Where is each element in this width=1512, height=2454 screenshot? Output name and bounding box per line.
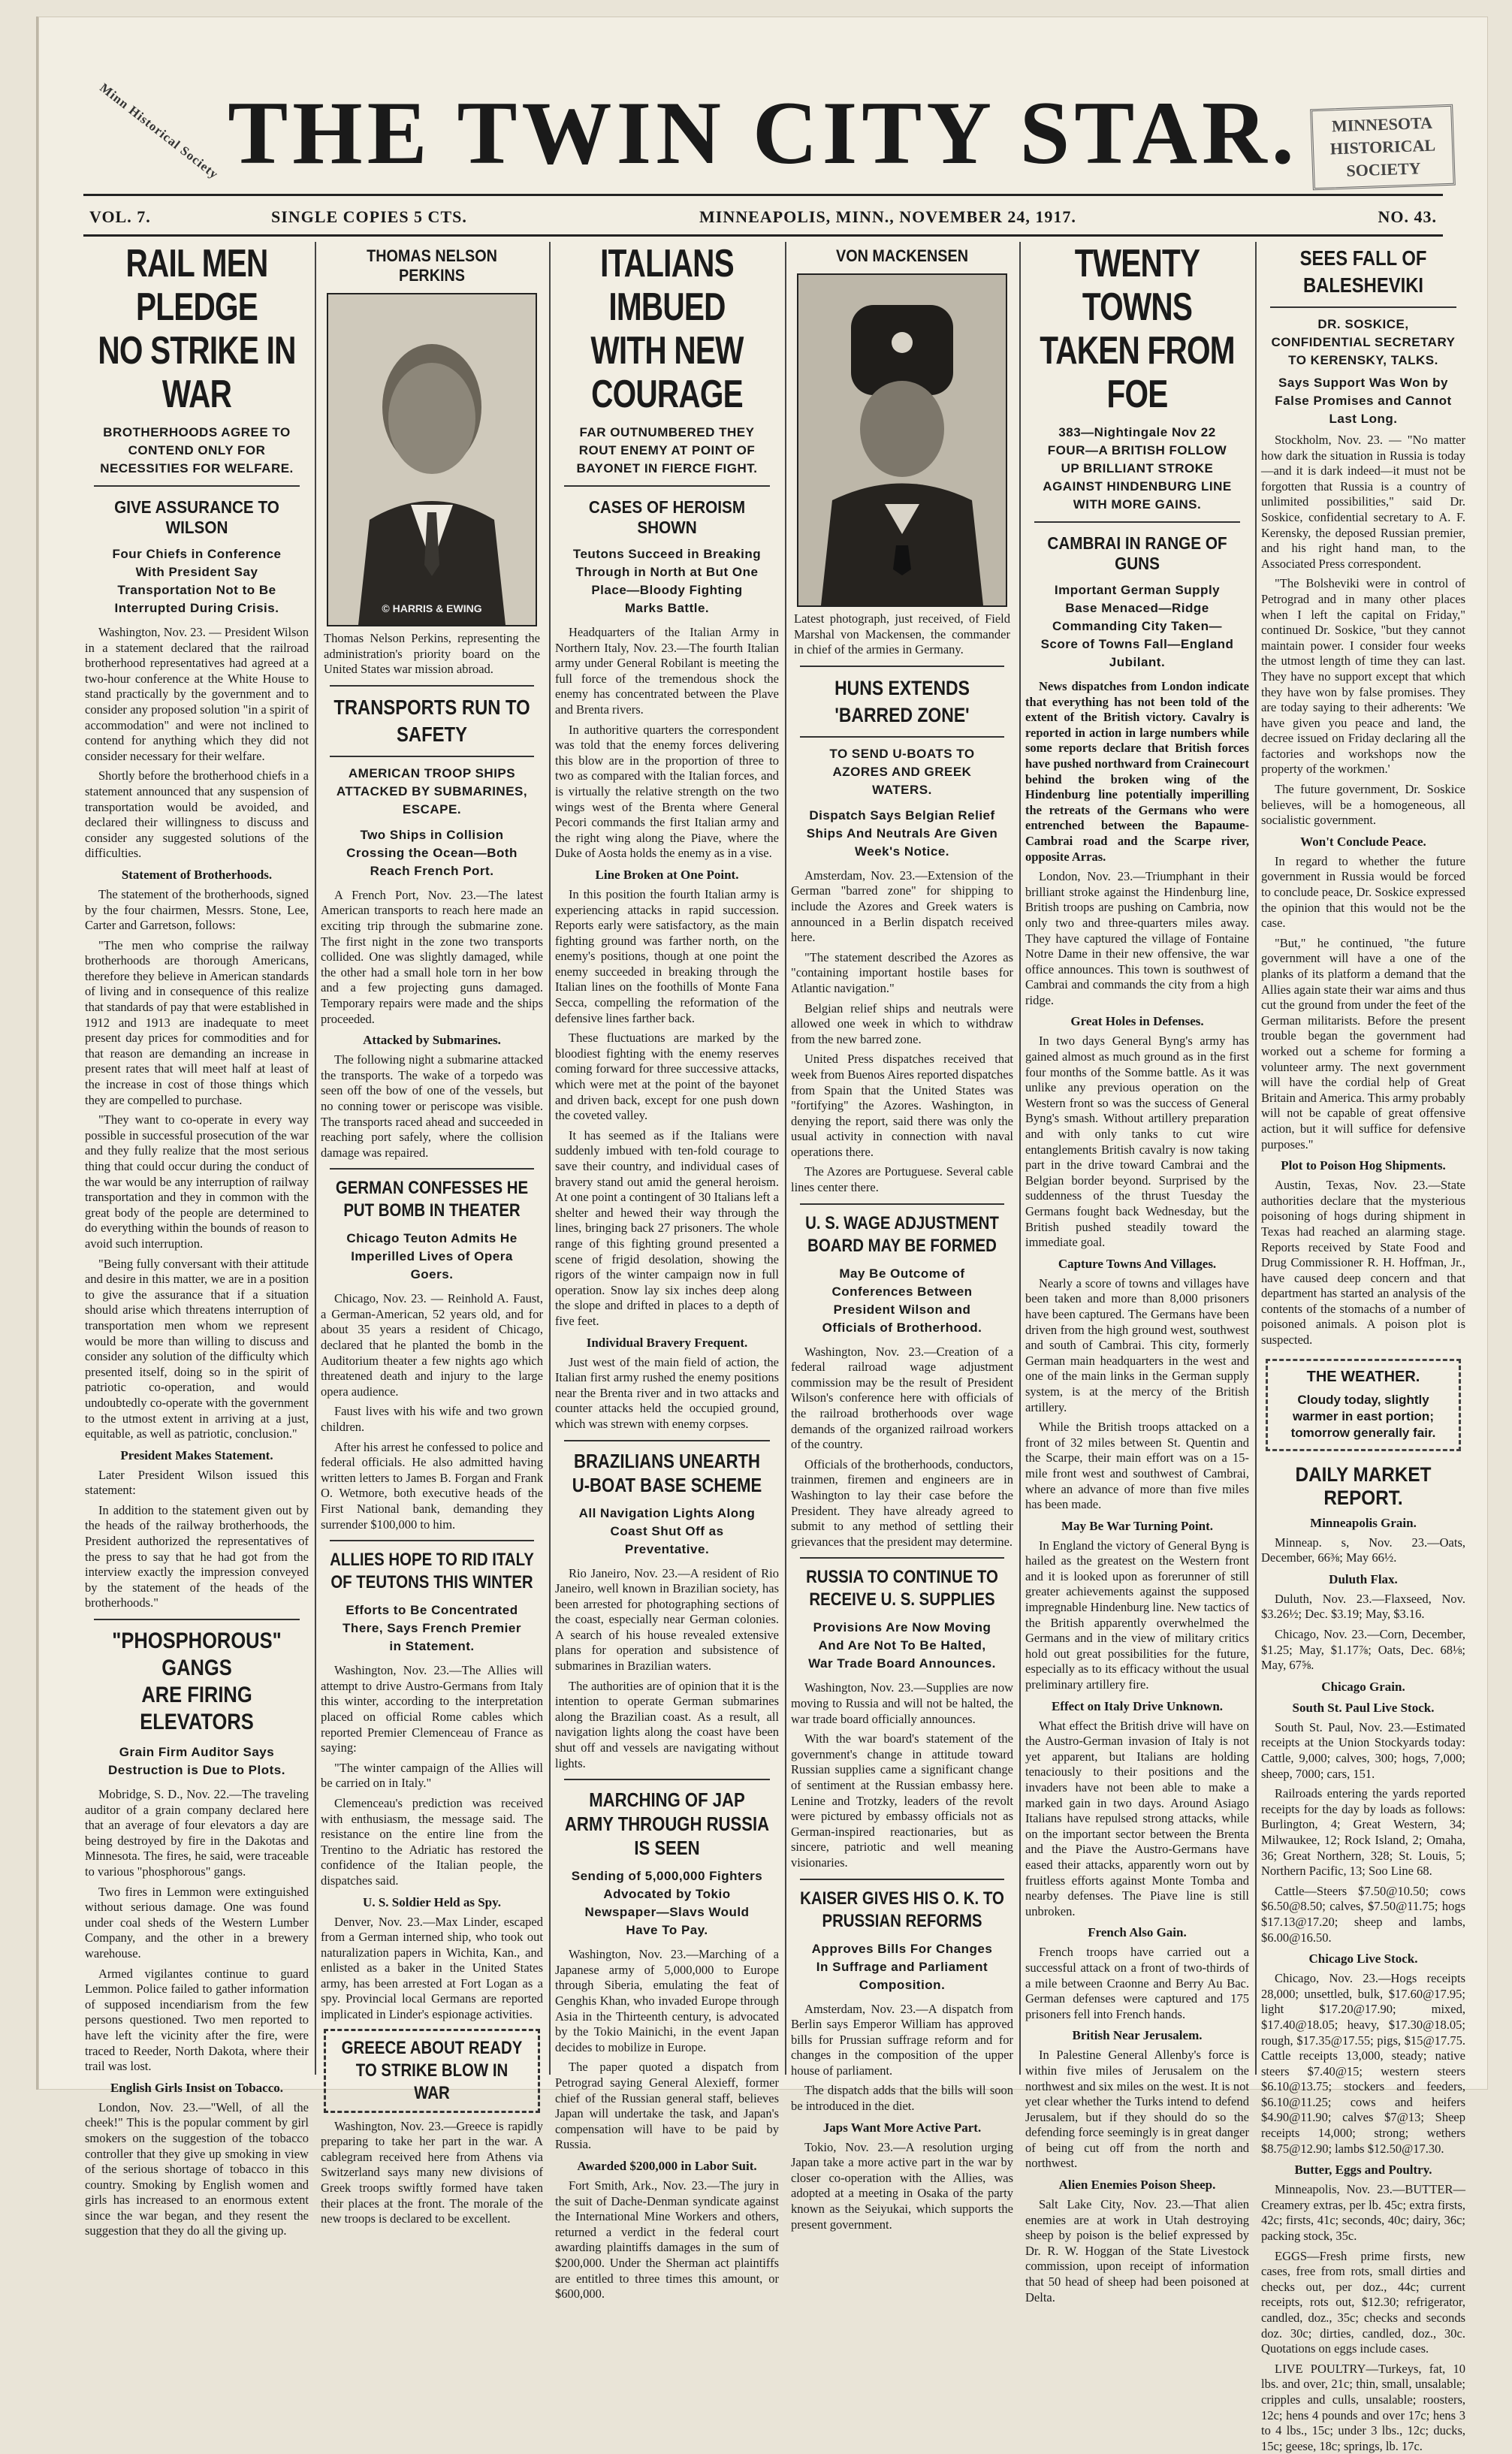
deck: Sending of 5,000,000 Fighters Advocated by Tokio Newspaper—Slavs Would Have To Pay.	[571, 1869, 763, 1938]
separator	[564, 485, 770, 487]
paragraph: The paper quoted a dispatch from Petrograd saying General Alexieff, former chief of the Russian general staff, believes Japan will undertake the task, and Japan's compensation will have to be paid by Russia.	[555, 2060, 779, 2152]
crosshead: May Be War Turning Point.	[1061, 1518, 1213, 1533]
volume: VOL. 7.	[89, 207, 151, 226]
paragraph: "The men who comprise the railway brotherhoods are thorough Americans, therefore they believe in American standards of living and in consequence of this realize that standards of pay that were established in 1912 and 1913 are inadequate to meet present day prices for commodities and for that reason are demanding an increase in present rates that will meet half at least of the increase in cost of those things which they are compelled to purchase.	[85, 937, 309, 1107]
paragraph: "The statement described the Azores as "containing important hostile bases for Atlantic navigation."	[791, 949, 1013, 995]
market-text: Cattle—Steers $7.50@10.50; cows $6.50@8.50; calves, $7.50@11.75; hogs $17.13@17.20; sheep and lambs, $6.00@16.50.	[1261, 1883, 1465, 1945]
separator	[1034, 521, 1240, 523]
newspaper-page	[36, 17, 1488, 2453]
crosshead: Alien Enemies Poison Sheep.	[1058, 2178, 1216, 2193]
subheadline: CAMBRAI IN RANGE OF GUNS	[1047, 533, 1227, 573]
paragraph: These fluctuations are marked by the bloodiest fighting with the enemy reserves coming forward for three successive attacks, which were met at the point of the bayonet and driven back, except for one push down the coveted valley.	[555, 1031, 779, 1123]
paragraph: Austin, Texas, Nov. 23.—State authorities declare that the mysterious poisoning of hogs during shipment in Texas had reached an alarming stage. Reports received by State Food and Drug Commissioner R. H. Hoffman, Jr., have caused deep concern and that department has started an analysis of the contents of the stomachs of a number of poisoned animals. A poison plot is suspected.	[1261, 1178, 1465, 1348]
column-6	[1261, 242, 1465, 2453]
photo-caption: Latest photograph, just received, of Field Marshal von Mackensen, the commander in chief of the armies in Germany.	[794, 611, 1010, 657]
separator	[800, 1557, 1004, 1559]
deck: Dispatch Says Belgian Relief Ships And Neutrals Are Given Week's Notice.	[806, 807, 998, 859]
headline-rail-men	[92, 242, 301, 416]
deck: Four Chiefs in Conference With President Say Transportation Not to Be Interrupted During Crisis.	[112, 547, 282, 615]
column-rule	[785, 242, 786, 2075]
paragraph: Washington, Nov. 23.—Marching of a Japanese army of 5,000,000 to Europe through Siberia, emulating the feat of Genghis Khan, who invaded Europe through Asia in the Thirteenth century, is advocated by the Tokio Mainichi, in the event Japan decides to mobilize in Europe.	[555, 1947, 779, 2054]
market-text: Duluth, Nov. 23.—Flaxseed, Nov. $3.26½; Dec. $3.19; May, $3.16.	[1261, 1591, 1465, 1622]
deck: Two Ships in Collision Crossing the Ocean—Both Reach French Port.	[346, 827, 518, 878]
greece-headline-box	[324, 2029, 540, 2113]
paragraph: In England the victory of General Byng is hailed as the greatest on the Western front and it is looked upon as forerunner of still greater achievements against the supposed impregnable Hindenburg line. New tactics of the British apparently overwhelmed the Germans and in the view of military critics hold out great possibilities for the future, especially as to its efficacy without the usual preliminary artillery fire.	[1025, 1538, 1249, 1692]
crosshead: Japs Want More Active Part.	[822, 2120, 982, 2135]
paragraph: The future government, Dr. Soskice believes, will be a homogeneous, all socialistic government.	[1261, 782, 1465, 828]
market-text: LIVE POULTRY—Turkeys, fat, 10 lbs. and over, 21c; thin, small, unsalable; cripples and culls, unsalable; roosters, 12c; hens 4 pounds and over 17c; hens 3 to 4 lbs., 15c; under 3 lbs., 12c; ducks, 15c; geese, 18c; springs, lb. 17c.	[1261, 2361, 1465, 2453]
portrait-photo	[328, 294, 536, 625]
paragraph: After his arrest he confessed to police and federal officials. He also admitted having written letters to James B. Forgan and Frank O. Wetmore, both executive heads of the First National bank, demanding they surrender $100,000 to him.	[321, 1439, 543, 1532]
deck: 383—Nightingale Nov 22 FOUR—A BRITISH FOLLOW UP BRILLIANT STROKE AGAINST HINDENBURG LINE WITH MORE GAINS.	[1043, 425, 1232, 512]
price: SINGLE COPIES 5 CTS.	[271, 207, 467, 226]
separator	[94, 1619, 300, 1620]
paragraph: French troops have carried out a successful attack on a front of two-thirds of a mile between Craonne and Berry Au Bac. German defenses were captured and 175 prisoners fell into French hands.	[1025, 1945, 1249, 2021]
paragraph: With the war board's statement of the government's change in attitude toward Russian supplies came a significant change of sentiment at the Russian embassy here. Lenine and Trotzky, leaders of the revolt were pictured by embassy officials not as German-inspired reactionaries, but as sincere, patriotic and well meaning visionaries.	[791, 1731, 1013, 1870]
subheadline: CASES OF HEROISM SHOWN	[588, 497, 746, 537]
headline-allies-italy: ALLIES HOPE TO RID ITALY OF TEUTONS THIS WINTER	[330, 1550, 534, 1593]
market-section-head: Butter, Eggs and Poultry.	[1294, 2163, 1432, 2178]
stamp-line-1: MINNESOTA	[1331, 113, 1433, 136]
crosshead: Individual Bravery Frequent.	[586, 1335, 748, 1350]
paragraph: The authorities are of opinion that it is the intention to operate German submarines along the Brazilian coast. As a result, all navigation lights along the coast have been shut off and vessels are navigating without lights.	[555, 1678, 779, 1770]
deck: FAR OUTNUMBERED THEY ROUT ENEMY AT POINT OF BAYONET IN FIERCE FIGHT.	[576, 425, 758, 475]
headline-jap-army: MARCHING OF JAP ARMY THROUGH RUSSIA IS SEEN	[564, 1788, 770, 1860]
paragraph: In Palestine General Allenby's force is within five miles of Jerusalem on the northwest and six miles on the west. It is not yet clear whether the Turks intend to defend Jerusalem, but if they should do so the defending force seemingly is in great danger of being cut off from the north and northwest.	[1025, 2048, 1249, 2171]
column-5	[1025, 242, 1249, 2305]
paragraph: "The winter campaign of the Allies will be carried on in Italy."	[321, 1760, 543, 1791]
crosshead: President Makes Statement.	[120, 1447, 273, 1462]
photo-caption: Thomas Nelson Perkins, representing the administration's priority board on the United States war mission abroad.	[324, 631, 540, 677]
paragraph: What effect the British drive will have on the Austro-German invasion of Italy is not yet apparent, but Italians are holding tenaciously to their positions and the invaders have not been able to make a marked gain in two days. Around Asiago Italians have repulsed strong attacks, while on the important sector between the Brenta and the Piave the Austro-Germans have eased their attacks, apparently worn out by fruitless efforts against Monte Tomba and nearby defenses. The Piave line is still unbroken.	[1025, 1718, 1249, 1918]
headline-line-2: ARE FIRING ELEVATORS	[140, 1683, 254, 1735]
paragraph: Salt Lake City, Nov. 23.—That alien enemies are at work in Utah destroying sheep by poison is the belief expressed by Dr. R. W. Hoggan of the State Livestock commission, upon receipt of information that 50 head of sheep had been poisoned at Delta.	[1025, 2197, 1249, 2305]
place-date: MINNEAPOLIS, MINN., NOVEMBER 24, 1917.	[699, 207, 1076, 226]
deck: Provisions Are Now Moving And Are Not To Be Halted, War Trade Board Announces.	[808, 1620, 996, 1671]
separator	[564, 1779, 770, 1780]
deck: Chicago Teuton Admits He Imperilled Lives of Opera Goers.	[346, 1231, 518, 1282]
paragraph: In this position the fourth Italian army is experiencing attacks in rapid succession. Reports early were satisfactory, as the main fighting ground was farther north, on the enemy's positions, though at one point the enemy succeeded in breaking through the Italian lines on the foothills of Monte Fana Secca, compelling the reformation of the defensive lines farther back.	[555, 886, 779, 1025]
column-rule	[549, 242, 551, 2075]
headline-transports: TRANSPORTS RUN TO SAFETY	[333, 695, 530, 746]
paragraph: Washington, Nov. 23.—Greece is rapidly preparing to take her part in the war. A cablegram received here from Athens via Switzerland says many new divisions of Greek troops swiftly formed have taken their places at the front. The morale of the new troops is declared to be excellent.	[321, 2118, 543, 2226]
market-text: Minneap. s, Nov. 23.—Oats, December, 66⅜; May 66½.	[1261, 1535, 1465, 1565]
crosshead: Attacked by Submarines.	[363, 1033, 501, 1048]
headline-phosphorous	[94, 1628, 300, 1736]
paragraph: Chicago, Nov. 23. — Reinhold A. Faust, a German-American, 52 years old, and for about 35 years a resident of Chicago, declared that he planted the bomb in the Auditorium theater a few nights ago which threatened death and injury to the large opera audience.	[321, 1291, 543, 1399]
paragraph: Mobridge, S. D., Nov. 22.—The traveling auditor of a grain company declared here that an average of four elevators a day are being destroyed by fire in the Dakotas and Minnesota. The fires, he said, were traceable to various "phosphorous" gangs.	[85, 1787, 309, 1879]
market-text: Chicago, Nov. 23.—Corn, December, $1.25; May, $1.17⅞; Oats, Dec. 68⅛; May, 67⅝.	[1261, 1627, 1465, 1673]
deck: AMERICAN TROOP SHIPS ATTACKED BY SUBMARINES, ESCAPE.	[336, 765, 528, 816]
paragraph: Washington, Nov. 23.—Supplies are now moving to Russia and will not be halted, the war trade board officially announces.	[791, 1680, 1013, 1726]
paragraph: Fort Smith, Ark., Nov. 23.—The jury in the suit of Dache-Denman syndicate against the International Mine Workers and others, returned a verdict in the federal court awarding plaintiffs damages in the sum of $200,000. Under the Sherman act plaintiffs are entitled to three times this amount, or $600,000.	[555, 2178, 779, 2302]
paragraph: The Azores are Portuguese. Several cable lines center there.	[791, 1164, 1013, 1195]
crosshead: British Near Jerusalem.	[1072, 2028, 1203, 2043]
separator	[330, 685, 534, 687]
separator	[800, 666, 1004, 667]
paragraph: The statement of the brotherhoods, signed by the four chairmen, Messrs. Stone, Lee, Carter and Garretson, follows:	[85, 886, 309, 933]
stamp-line-2: HISTORICAL	[1329, 135, 1436, 158]
deck: Teutons Succeed in Breaking Through in North at But One Place—Bloody Fighting Marks Battle.	[572, 547, 762, 615]
paragraph: Denver, Nov. 23.—Max Linder, escaped from a German interned ship, who took out naturalization papers in Wichita, Kan., and enlisted as a baker in the United States army, has been arrested at Fort Logan as a spy. Provincial local Germans are reported implicated in Linder's espionage activities.	[321, 1914, 543, 2022]
paragraph: "They want to co-operate in every way possible in successful prosecution of the war and they fully realize that the most serious thing that could occur during the conduct of the war would be any interruption of railway transportation and they in common with the great body of the people are determined to do everything within the bounds of reason to avoid such interruption.	[85, 1112, 309, 1251]
headline-line-2: TAKEN FROM FOE	[1040, 329, 1235, 416]
paragraph: Nearly a score of towns and villages have been taken and more than 8,000 prisoners have been captured. The Germans have been driven from the high ground west, southwest and south of Cambrai. This city, formerly German main headquarters in the west and one of the main links in the German supply system, is at the mercy of the British artillery.	[1025, 1275, 1249, 1414]
crosshead: Plot to Poison Hog Shipments.	[1281, 1158, 1446, 1173]
column-1	[85, 242, 309, 2238]
headline-kaiser: KAISER GIVES HIS O. K. TO PRUSSIAN REFORMS	[800, 1888, 1004, 1931]
market-section-head: Chicago Grain.	[1321, 1679, 1405, 1694]
separator	[564, 1440, 770, 1441]
masthead-rule-bottom	[83, 234, 1443, 237]
paragraph: Washington, Nov. 23.—Creation of a federal railroad wage adjustment commission may be the result of President Wilson's conference here with officials of the railroad brotherhoods over wage demands of the organized railroad workers of the country.	[791, 1344, 1013, 1452]
crosshead: Awarded $200,000 in Labor Suit.	[577, 2158, 757, 2173]
perkins-portrait	[327, 293, 537, 626]
crosshead: Capture Towns And Villages.	[1058, 1256, 1217, 1271]
masthead: THE TWIN CITY STAR.	[228, 83, 1299, 183]
photo-label: THOMAS NELSON PERKINS	[367, 246, 497, 285]
photo-label: VON MACKENSEN	[835, 246, 969, 265]
column-4	[791, 242, 1013, 2232]
masthead-rule-top	[83, 194, 1443, 196]
headline-greece: GREECE ABOUT READY TO STRIKE BLOW IN WAR	[341, 2037, 523, 2103]
headline-bomb-theater: GERMAN CONFESSES HE PUT BOMB IN THEATER	[335, 1178, 529, 1221]
headline-barred-zone: HUNS EXTENDS 'BARRED ZONE'	[834, 676, 970, 726]
market-report-title: DAILY MARKET REPORT.	[1295, 1462, 1432, 1509]
deck: May Be Outcome of Conferences Between President Wilson and Officials of Brotherhood.	[822, 1266, 982, 1335]
deck: Says Support Was Won by False Promises and Cannot Last Long.	[1275, 376, 1452, 426]
paragraph: Washington, Nov. 23.—The Allies will attempt to drive Austro-Germans from Italy this winter, according to the interpretation placed on official Rome cables which reported Premier Clemenceau of France as saying:	[321, 1663, 543, 1755]
paragraph: "The Bolsheviki were in control of Petrograd and in many other places when I left the capital on Friday," continued Dr. Soskice, "but they cannot maintain power. I consider four weeks the utmost length of time they can last. They have no support except that which they have won by false promises. They are today saying to their adherents: 'We have given you peace and land, the decree issued on Friday declaring all the factories and workshops now the property of the workmen.'	[1261, 576, 1465, 777]
paragraph: The following night a submarine attacked the transports. The wake of a torpedo was seen off the bow of one of the vessels, but no conning tower or periscope was visible. The transports raced ahead and succeeded in reaching port safely, where the collision damage was repaired.	[321, 1052, 543, 1160]
column-3	[555, 242, 779, 2302]
paragraph: Headquarters of the Italian Army in Northern Italy, Nov. 23.—The fourth Italian army under General Robilant is meeting the full force of the tremendous shock the enemy has concentrated between the Plave and Brenta rivers.	[555, 625, 779, 717]
paragraph: Washington, Nov. 23. — President Wilson in a statement declared that the railroad brotherhood representatives had agreed at a two-hour conference at the White House to stand practically by the government and to consider any proposed solution "in a spirit of accommodation" and were not inclined to contend for anything which they did not consider necessary for their welfare.	[85, 625, 309, 763]
deck: Grain Firm Auditor Says Destruction is Due to Plots.	[108, 1745, 285, 1778]
paragraph: Officials of the brotherhoods, conductors, trainmen, firemen and engineers are in Washington to lay their case before the President. They have already agreed to submit to any method of settling their grievances that the president may determine.	[791, 1456, 1013, 1549]
paragraph: A French Port, Nov. 23.—The latest American transports to reach here made an exciting trip through the submarine zone. The first night in the zone two transports collided. One was slightly damaged, while the other had a small hole torn in her bow and a few projecting guns damaged. Temporary repairs were made and the ships proceeded.	[321, 887, 543, 1026]
crosshead: Great Holes in Defenses.	[1070, 1014, 1204, 1029]
column-rule	[315, 242, 316, 2075]
crosshead: Statement of Brotherhoods.	[121, 867, 273, 882]
market-section-head: Minneapolis Grain.	[1310, 1515, 1417, 1530]
separator	[1270, 306, 1456, 308]
headline-russia-supplies: RUSSIA TO CONTINUE TO RECEIVE U. S. SUPPLIES	[806, 1567, 998, 1610]
weather-box	[1266, 1359, 1461, 1451]
market-text: Minneapolis, Nov. 23.—BUTTER—Creamery extras, per lb. 45c; extra firsts, 42c; firsts, 41c; seconds, 40c; dairy, 36c; packing stock, 35c.	[1261, 2182, 1465, 2244]
portrait-photo	[798, 275, 1006, 605]
deck: TO SEND U-BOATS TO AZORES AND GREEK WATERS.	[829, 746, 975, 797]
headline-line-1: "PHOSPHOROUS" GANGS	[112, 1628, 282, 1681]
paragraph: In addition to the statement given out by the heads of the railway brotherhoods, the President authorized the representatives of the press to say that he had got from the interview exactly the impression conveyed by the statement of the heads of the brotherhoods."	[85, 1502, 309, 1610]
paragraph: London, Nov. 23.—Triumphant in their brilliant stroke against the Hindenburg line, British troops are pushing on Cambria, now only two and three-quarters miles away. They have captured the village of Fontaine Notre Dame in their new offensive, the war office announces. This town is southwest of Cambrai and commands the city from a high ridge.	[1025, 869, 1249, 1007]
stamp-left-text: Minn Historical Society	[97, 80, 222, 182]
paragraph: In authoritive quarters the correspondent was told that the enemy forces delivering this blow are in the proportion of three to two as compared with the Italian forces, and is virtually the relative strength on the two wings west of the Brenta where General Pecori commands the first Italian army and the right wing along the Piave, where the Duke of Aosta holds the enemy as in a vise.	[555, 722, 779, 861]
paragraph: Clemenceau's prediction was received with enthusiasm, the message said. The resistance on the entire line from the Trentino to the Adriatic has restored the confidence of the Italian people, the dispatches said.	[321, 1795, 543, 1888]
separator	[94, 485, 300, 487]
deck: DR. SOSKICE, CONFIDENTIAL SECRETARY TO KERENSKY, TALKS.	[1271, 317, 1456, 367]
headline-line-1: ITALIANS IMBUED	[600, 242, 734, 329]
paragraph: Tokio, Nov. 23.—A resolution urging Japan take a more active part in the war by closer co-operation with the Allies, was adopted at a meeting in Osaka of the party known as the Seiyukai, which supports the present government.	[791, 2139, 1013, 2232]
market-section-head: South St. Paul Live Stock.	[1292, 1700, 1435, 1715]
deck: BROTHERHOODS AGREE TO CONTEND ONLY FOR NECESSITIES FOR WELFARE.	[100, 425, 294, 475]
paragraph: Later President Wilson issued this statement:	[85, 1467, 309, 1498]
paragraph: London, Nov. 23.—"Well, of all the cheek!" This is the popular comment by girl smokers on the suggestion of the tobacco controller that they give up smoking in view of the serious shortage of tobacco in this country. Smoking by English women and girls has increased to an enormous extent since the war began, and they resent the suggestion that they do all the giving up.	[85, 2099, 309, 2238]
paragraph: Amsterdam, Nov. 23.—Extension of the German "barred zone" for shipping to include the Azores and Greek waters is announced in a Berlin dispatch received here.	[791, 868, 1013, 945]
crosshead: English Girls Insist on Tobacco.	[110, 2080, 284, 2095]
deck: All Navigation Lights Along Coast Shut Off as Preventative.	[578, 1505, 756, 1556]
weather-forecast: Cloudy today, slightly warmer in east portion; tomorrow generally fair.	[1290, 1392, 1436, 1440]
photo-credit: © HARRIS & EWING	[382, 602, 482, 614]
column-rule	[1255, 242, 1257, 2075]
paragraph-lead: News dispatches from London indicate that everything has not been told of the extent of the British victory. Cavalry is reported in action in large numbers while some reports declare that British forces have pushed northward from Crainecourt behind the broken wing of the Hindenburg line potentially imperilling the retreats of the Germans who were entrenched between the Bapaume-Cambrai road and the Scarpe river, opposite Arras.	[1025, 679, 1249, 864]
stamp-line-3: SOCIETY	[1346, 158, 1421, 180]
crosshead: Line Broken at One Point.	[595, 867, 739, 882]
crosshead: Won't Conclude Peace.	[1300, 834, 1426, 849]
separator	[330, 756, 534, 757]
separator	[330, 1540, 534, 1541]
headline-brazilians: BRAZILIANS UNEARTH U-BOAT BASE SCHEME	[572, 1449, 762, 1496]
column-rule	[1019, 242, 1021, 2075]
headline-balesheviki: SEES FALL OF BALESHEVIKI	[1299, 246, 1427, 297]
headline-line-1: TWENTY TOWNS	[1074, 242, 1200, 329]
dateline	[83, 203, 1443, 233]
paragraph: Belgian relief ships and neutrals were allowed one week in which to withdraw from the new barred zone.	[791, 1001, 1013, 1046]
paragraph: United Press dispatches received that week from Buenos Aires reported dispatches from Spain that the United States was "fortifying" the Azores. Washington, in denying the report, said there was only the usual activity in connection with naval operations there.	[791, 1052, 1013, 1159]
paragraph: In two days General Byng's army has gained almost as much ground as in the first four months of the Somme battle. As it was unlike any previous operation on the Western front so was the success of General Byng's smash. Without artillery preparation and with only tanks to cut wire entanglements British cavalry is now taking part in the drive toward Cambrai and the Belgian border beyond. Surprised by the suddenness of the thrust Tuesday the Germans fought back Wednesday, but the British pushed steadily toward the immediate goal.	[1025, 1034, 1249, 1250]
paragraph: Just west of the main field of action, the Italian first army rushed the enemy positions near the Brenta river and in two attacks and counter attacks held the occupied ground, which was strewn with enemy corpses.	[555, 1354, 779, 1431]
deck: Approves Bills For Changes In Suffrage and Parliament Composition.	[811, 1941, 993, 1992]
crosshead: French Also Gain.	[1088, 1925, 1187, 1940]
subheadline: GIVE ASSURANCE TO WILSON	[114, 497, 279, 537]
separator	[800, 1879, 1004, 1880]
market-text: South St. Paul, Nov. 23.—Estimated receipts at the Union Stockyards today: Cattle, 9,000; calves, 300; hogs, 7,000; sheep, 7000; cars, 151.	[1261, 1719, 1465, 1781]
headline-italians	[562, 242, 771, 416]
paragraph: In regard to whether the future government in Russia would be forced to conclude peace, Dr. Soskice expressed the opinion that this would not be the case.	[1261, 853, 1465, 931]
paragraph: Faust lives with his wife and two grown children.	[321, 1404, 543, 1435]
headline-twenty-towns	[1032, 242, 1242, 416]
headline-line-1: RAIL MEN PLEDGE	[125, 242, 268, 329]
mackensen-portrait	[797, 273, 1007, 607]
headline-line-2: WITH NEW COURAGE	[590, 329, 744, 416]
market-section-head: Chicago Live Stock.	[1308, 1951, 1418, 1967]
paragraph: While the British troops attacked on a front of 32 miles between St. Quentin and the Scarpe, their main effort was on a 15-mile front west and southwest of Cambrai, where an advance of more than five miles has been made.	[1025, 1420, 1249, 1512]
separator	[330, 1168, 534, 1170]
article-columns	[85, 242, 1465, 2453]
market-text: EGGS—Fresh prime firsts, new cases, free from rots, small dirties and checks out, per doz., 44c; current receipts, rots out, $12.30; refrigerator, candled, doz., 35c; checks and seconds doz. 30c; dirties, candled, doz., 30c. Quotations on eggs include cases.	[1261, 2248, 1465, 2356]
weather-title: THE WEATHER.	[1306, 1368, 1420, 1385]
paragraph: "But," he continued, "the future government will have a one of the planks of its platform a demand that the Allies again state their war aims and thus cut the ground from under the feet of the German militarists. Before the present trouble began the government had worked out a scheme for forming a volunteer army. The next government will have the cordial help of Great Britain and America. This army probably will not be capable of great offensive action, but it will suffice for defensive purposes."	[1261, 935, 1465, 1152]
crosshead: Effect on Italy Drive Unknown.	[1051, 1698, 1224, 1713]
headline-wage-board: U. S. WAGE ADJUSTMENT BOARD MAY BE FORMED	[805, 1212, 999, 1256]
paragraph: Two fires in Lemmon were extinguished without serious damage. One was found under coal sheds of the Western Lumber Company, and the other in a brewery warehouse.	[85, 1884, 309, 1960]
paragraph: Amsterdam, Nov. 23.—A dispatch from Berlin says Emperor William has approved bills for Prussian suffrage reform and for changes in the composition of the upper house of parliament.	[791, 2001, 1013, 2078]
market-text: Railroads entering the yards reported receipts for the day by loads as follows: Burlington, 4; Great Western, 34; Milwaukee, 12; Rock Island, 2; Omaha, 36; Great Northern, 328; St. Louis, 5; Northern Pacific, 13; Soo Line 68.	[1261, 1786, 1465, 1879]
paragraph: The dispatch adds that the bills will soon be introduced in the diet.	[791, 2083, 1013, 2114]
paragraph: "Being fully conversant with their attitude and desire in this matter, we are in a position to give the assurance that if a situation should arise which threatens interruption of transportation men whom we represent would be more than willing to discuss and consider any solution of the difficulty which presented itself, doing so in the spirit of patriotic co-operation, and would undoubtedly co-operate with the government to the utmost extent in arriving at a just, equitable, as well as patriotic, conclusion."	[85, 1256, 309, 1441]
paragraph: It has seemed as if the Italians were suddenly imbued with ten-fold courage to save their country, and individual cases of bravery stand out amid the general heroism. At one point a contingent of 30 Italians left a shelter and hewed their way through the lines, bringing back 27 prisoners. The whole range of this fighting ground presented a scene of frigid desolation, showing the rigors of the winter campaign now in full operation. Snow lay six inches deep along the slope and drifted in places to a depth of five feet.	[555, 1127, 779, 1328]
paragraph: Rio Janeiro, Nov. 23.—A resident of Rio Janeiro, well known in Brazilian society, has been arrested for photographing sections of the coast, especially near German colonies. A search of his house revealed extensive plans for operation and subsistence of submarines in Brazilian waters.	[555, 1565, 779, 1674]
paragraph: Stockholm, Nov. 23. — "No matter how dark the situation in Russia is today—and it is dark indeed—it must not be forgotten that Russia is a country of unlimited possibilities," said Dr. Soskice, confidential secretary to A. F. Kerensky, the deposed Russian premier, and his right hand man, to the Associated Press correspondent.	[1261, 433, 1465, 571]
paragraph: Armed vigilantes continue to guard Lemmon. Police failed to gather information of supposed incendiarism from the few persons questioned. Two men reported to have left the vicinity after the fire, were traced to Reeder, North Dakota, where their trail was lost.	[85, 1966, 309, 2074]
market-section-head: Duluth Flax.	[1329, 1571, 1398, 1586]
headline-line-2: NO STRIKE IN WAR	[98, 329, 296, 416]
issue-number: NO. 43.	[1378, 207, 1437, 226]
deck: Important German Supply Base Menaced—Ridge Commanding City Taken—Score of Towns Fall—England Jubilant.	[1040, 583, 1234, 669]
separator	[800, 736, 1004, 738]
deck: Efforts to Be Concentrated There, Says French Premier in Statement.	[343, 1603, 521, 1654]
crosshead: U. S. Soldier Held as Spy.	[363, 1894, 501, 1909]
paragraph: Shortly before the brotherhood chiefs in a statement announced that any suspension of transportation would be avoided, and declared their willingness to discuss and consider any suggested solutions of the difficulties.	[85, 768, 309, 861]
column-2	[321, 242, 543, 2226]
separator	[800, 1203, 1004, 1205]
market-text: Chicago, Nov. 23.—Hogs receipts 28,000; unsettled, bulk, $17.60@17.95; light $17.20@17.90; mixed, $17.40@18.05; heavy, $17.30@18.05; rough, $17.35@17.55; pigs, $15@17.75. Cattle receipts 13,000, steady; native steers $7.40@15; western steers $6.10@13.75; stockers and feeders, $6.10@11.25; cows and heifers $4.90@11.90; calves $7@13; Sheep receipts 14,000; strong; wethers $8.75@12.90; lambs $12.50@17.30.	[1261, 1971, 1465, 2156]
